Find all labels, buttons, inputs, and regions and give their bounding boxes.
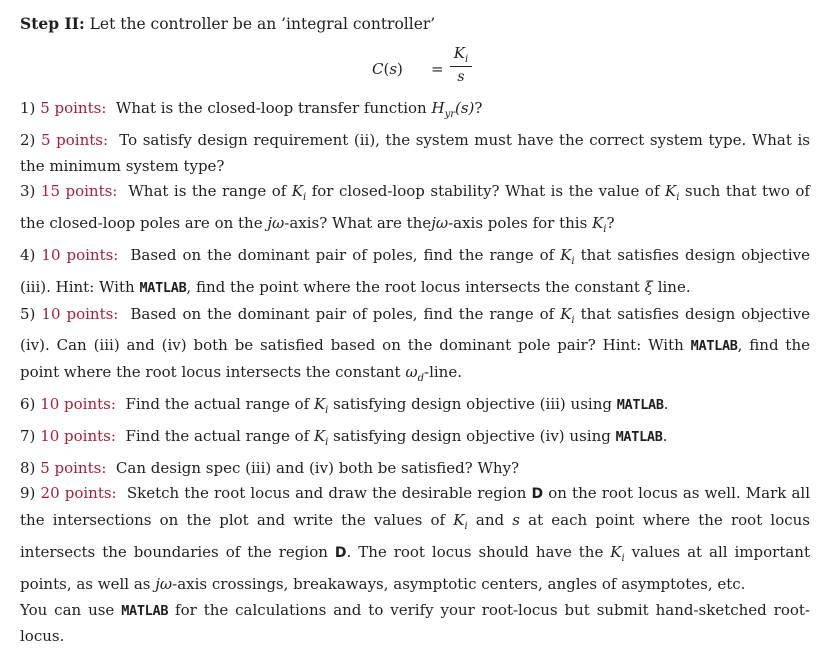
question-list [20, 96, 810, 650]
equals-sign: = [431, 60, 444, 78]
question-item-7: 7) 10 points: Find the actual range of $K_i$ satisfying design objective (iv) using MATLAB. [20, 426, 668, 448]
question-item-8: 8) 5 points: Can design spec (iii) and (iv) both be satisfied? Why? [20, 458, 520, 477]
points-label: 10 points: [41, 245, 119, 264]
points-label: 20 points: [40, 484, 117, 503]
points-label: 10 points: [40, 394, 116, 413]
question-item-2: 2) 5 points: To satisfy design requirement (ii), the system must have the correct system type. What is the minimum system type? [20, 130, 810, 175]
region-symbol: D [531, 486, 544, 503]
footer-note: You can use MATLAB for the calculations and to verify your root-locus but submit hand-sketched root-locus. [20, 600, 810, 646]
equation-lhs: C(s) [372, 60, 403, 78]
points-label: 10 points: [41, 304, 119, 323]
step-heading [20, 14, 435, 33]
matlab-label: MATLAB [690, 338, 738, 355]
matlab-label: MATLAB [615, 428, 663, 445]
points-label: 15 points: [40, 182, 118, 201]
points-label: 5 points: [40, 458, 107, 477]
question-item-5: 5) 10 points: Based on the dominant pair of poles, find the range of $K_i$ that satisfies design objective (iv). Can (iii) and (iv) both be satisfied based on the dominant pole pair? Hint: With MATLAB, find the point where the root locus intersects the constant $\omega_d$-line. [20, 304, 811, 385]
matlab-label: MATLAB [139, 279, 187, 296]
fraction-denominator: s [457, 69, 465, 85]
step-heading-text: Let the controller be an ’integral controller’ [89, 15, 436, 33]
points-label: 10 points: [40, 426, 116, 445]
matlab-label: MATLAB [121, 602, 169, 619]
question-item-3: 3) 15 points: What is the range of $K_i$ for closed-loop stability? What is the value of $K_i$ such that two of the closed-loop poles are on the jω-axis? What are thejω-axis poles for this $K_i$? [20, 182, 810, 236]
question-item-4: 4) 10 points: Based on the dominant pair of poles, find the range of $K_i$ that satisfies design objective (iii). Hint: With MATLAB, find the point where the root locus intersects the constant ξ line. [20, 245, 810, 296]
step-label: Step II: [20, 14, 85, 33]
fraction-numerator: $K_i$ [453, 44, 469, 65]
fraction-bar [450, 66, 472, 67]
question-item-9: 9) 20 points: Sketch the root locus and draw the desirable region D on the root locus as well. Mark all the intersections on the plot and write the values of $K_i$ and s at each point where the root locus intersects the boundaries of the region D. The root locus should have the $K_i$ values at all important points, as well as jω-axis crossings, breakaways, asymptotic centers, angles of asymptotes, etc. [20, 484, 811, 593]
points-label: 5 points: [40, 99, 107, 117]
question-item-1: 1) 5 points: What is the closed-loop transfer function $H_{yr}(s)$? [20, 99, 483, 120]
question-item-6: 6) 10 points: Find the actual range of $K_i$ satisfying design objective (iii) using MATLAB. [20, 394, 669, 416]
matlab-label: MATLAB [616, 396, 664, 413]
points-label: 5 points: [41, 130, 109, 149]
equation-fraction [450, 44, 472, 85]
region-symbol: D [334, 544, 347, 561]
